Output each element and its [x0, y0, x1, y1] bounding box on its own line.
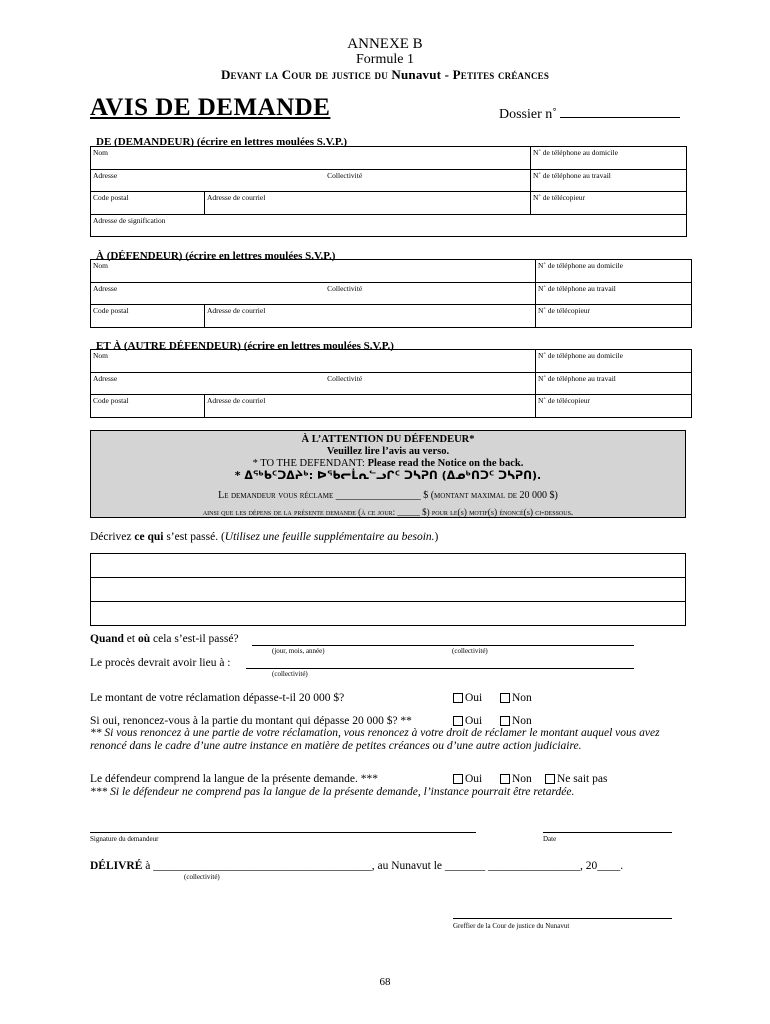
defendeur-nom-field[interactable]: Nom — [91, 260, 536, 283]
date-label: Date — [543, 835, 557, 843]
defendeur-table — [90, 259, 692, 328]
proces-line[interactable] — [246, 668, 634, 669]
langue-note: *** Si le défendeur ne comprend pas la langue de la présente demande, l’instance pourrait être retardée. — [90, 786, 575, 798]
demandeur-heading: DE (DEMANDEUR) (écrire en lettres moulées S.V.P.) — [96, 136, 348, 148]
checkbox-icon — [500, 774, 510, 784]
demandeur-tel-travail-field[interactable]: N˚ de téléphone au travail — [531, 170, 687, 192]
defendeur-code-postal-field[interactable]: Code postal — [91, 305, 205, 328]
greffier-line[interactable] — [453, 918, 672, 919]
when-line[interactable] — [252, 645, 634, 646]
demandeur-telecopieur-field[interactable]: N˚ de télécopieur — [531, 192, 687, 215]
montant-question: Le montant de votre réclamation dépasse-t-il 20 000 $? — [90, 692, 345, 704]
demandeur-nom-field[interactable]: Nom — [91, 147, 531, 170]
langue-question: Le défendeur comprend la langue de la présente demande. *** — [90, 773, 379, 785]
langue-oui-checkbox[interactable]: Oui — [453, 773, 482, 785]
checkbox-icon — [453, 693, 463, 703]
checkbox-icon — [500, 693, 510, 703]
delivre-line[interactable]: DÉLIVRÉ à ______________________________________, au Nunavut le _______ ________________, 20____. — [90, 860, 624, 872]
describe-instruction: Décrivez ce qui s’est passé. (Utilisez une feuille supplémentaire au besoin.) — [90, 531, 439, 543]
demandeur-courriel-field[interactable]: Adresse de courriel — [205, 192, 531, 215]
page-number: 68 — [379, 976, 391, 988]
langue-nsp-checkbox[interactable]: Ne sait pas — [545, 773, 607, 785]
description-line[interactable] — [91, 602, 686, 626]
claim-costs-line: ainsi que les dépens de la présente demande (à ce jour: _____ $) pour le(s) motif(s) énoncé(s) ci-dessous. — [202, 507, 574, 517]
defendeur-courriel-field[interactable]: Adresse de courriel — [205, 305, 536, 328]
date-hint: (jour, mois, année) — [272, 647, 325, 655]
attention-inuktitut: * ᐃᖅᑲᑦᑐᐃᔨᒃ: ᐅᖃᓕᒫᕆᓪᓗᒋᑦ ᑐᓴᕈᑎ (ᐃᓄᒃᑎᑐᑦ ᑐᓴᕈᑎ). — [234, 469, 542, 482]
demandeur-tel-domicile-field[interactable]: N˚ de téléphone au domicile — [531, 147, 687, 170]
description-line[interactable] — [91, 578, 686, 602]
renonce-note: ** Si vous renoncez à une partie de votre réclamation, vous renoncez à votre droit de réclamer le montant auquel vous avez renoncé dans le cadre d’une autre instance en matière de petites créances ou d’une autre action judiciaire. — [90, 727, 660, 752]
attention-box — [90, 430, 686, 518]
proces-hint: (collectivité) — [272, 670, 308, 678]
proces-label: Le procès devrait avoir lieu à : — [90, 657, 231, 669]
attention-title: À L’ATTENTION DU DÉFENDEUR* — [301, 434, 475, 445]
autre-defendeur-tel-travail-field[interactable]: N˚ de téléphone au travail — [536, 373, 692, 395]
place-hint: (collectivité) — [452, 647, 488, 655]
autre-defendeur-courriel-field[interactable]: Adresse de courriel — [205, 395, 536, 418]
checkbox-icon — [453, 716, 463, 726]
annexe-heading: ANNEXE B — [347, 36, 423, 52]
montant-non-checkbox[interactable]: Non — [500, 692, 532, 704]
renonce-question: Si oui, renoncez-vous à la partie du montant qui dépasse 20 000 $? ** — [90, 715, 412, 727]
formule-number: Formule 1 — [356, 52, 414, 67]
defendeur-telecopieur-field[interactable]: N˚ de télécopieur — [536, 305, 692, 328]
demandeur-code-postal-field[interactable]: Code postal — [91, 192, 205, 215]
court-heading: Devant la Cour de justice du Nunavut - Petites créances — [220, 67, 550, 82]
langue-non-checkbox[interactable]: Non — [500, 773, 532, 785]
greffier-label: Greffier de la Cour de justice du Nunavut — [453, 922, 570, 930]
autre-defendeur-heading: ET À (AUTRE DÉFENDEUR) (écrire en lettres moulées S.V.P.) — [96, 340, 394, 352]
autre-defendeur-nom-field[interactable]: Nom — [91, 350, 536, 373]
checkbox-icon — [453, 774, 463, 784]
renonce-non-checkbox[interactable]: Non — [500, 715, 532, 727]
montant-oui-checkbox[interactable]: Oui — [453, 692, 482, 704]
when-label: Quand et où cela s’est-il passé? — [90, 633, 239, 645]
description-line[interactable] — [91, 554, 686, 578]
autre-defendeur-telecopieur-field[interactable]: N˚ de télécopieur — [536, 395, 692, 418]
autre-defendeur-code-postal-field[interactable]: Code postal — [91, 395, 205, 418]
signature-line[interactable] — [90, 832, 476, 833]
attention-english: * TO THE DEFENDANT: Please read the Notice on the back. — [252, 458, 524, 469]
defendeur-heading: À (DÉFENDEUR) (écrire en lettres moulées S.V.P.) — [96, 250, 336, 262]
demandeur-table — [90, 146, 687, 237]
description-box[interactable] — [90, 553, 686, 626]
autre-defendeur-adresse-field[interactable]: Adresse Collectivité — [91, 373, 536, 395]
dossier-field[interactable]: Dossier n˚ — [499, 105, 680, 123]
demandeur-adresse-field[interactable]: Adresse Collectivité — [91, 170, 531, 192]
page-title: AVIS DE DEMANDE — [90, 94, 331, 121]
autre-defendeur-tel-domicile-field[interactable]: N˚ de téléphone au domicile — [536, 350, 692, 373]
defendeur-adresse-field[interactable]: Adresse Collectivité — [91, 283, 536, 305]
autre-defendeur-table — [90, 349, 692, 418]
checkbox-icon — [500, 716, 510, 726]
defendeur-tel-travail-field[interactable]: N˚ de téléphone au travail — [536, 283, 692, 305]
checkbox-icon — [545, 774, 555, 784]
signature-label: Signature du demandeur — [90, 835, 159, 843]
delivre-hint: (collectivité) — [184, 873, 220, 881]
defendeur-tel-domicile-field[interactable]: N˚ de téléphone au domicile — [536, 260, 692, 283]
claim-amount-line: Le demandeur vous réclame _________________ $ (montant maximal de 20 000 $) — [218, 490, 558, 501]
renonce-oui-checkbox[interactable]: Oui — [453, 715, 482, 727]
attention-notice: Veuillez lire l’avis au verso. — [326, 446, 450, 457]
date-line[interactable] — [543, 832, 672, 833]
demandeur-signification-field[interactable]: Adresse de signification — [91, 215, 687, 237]
